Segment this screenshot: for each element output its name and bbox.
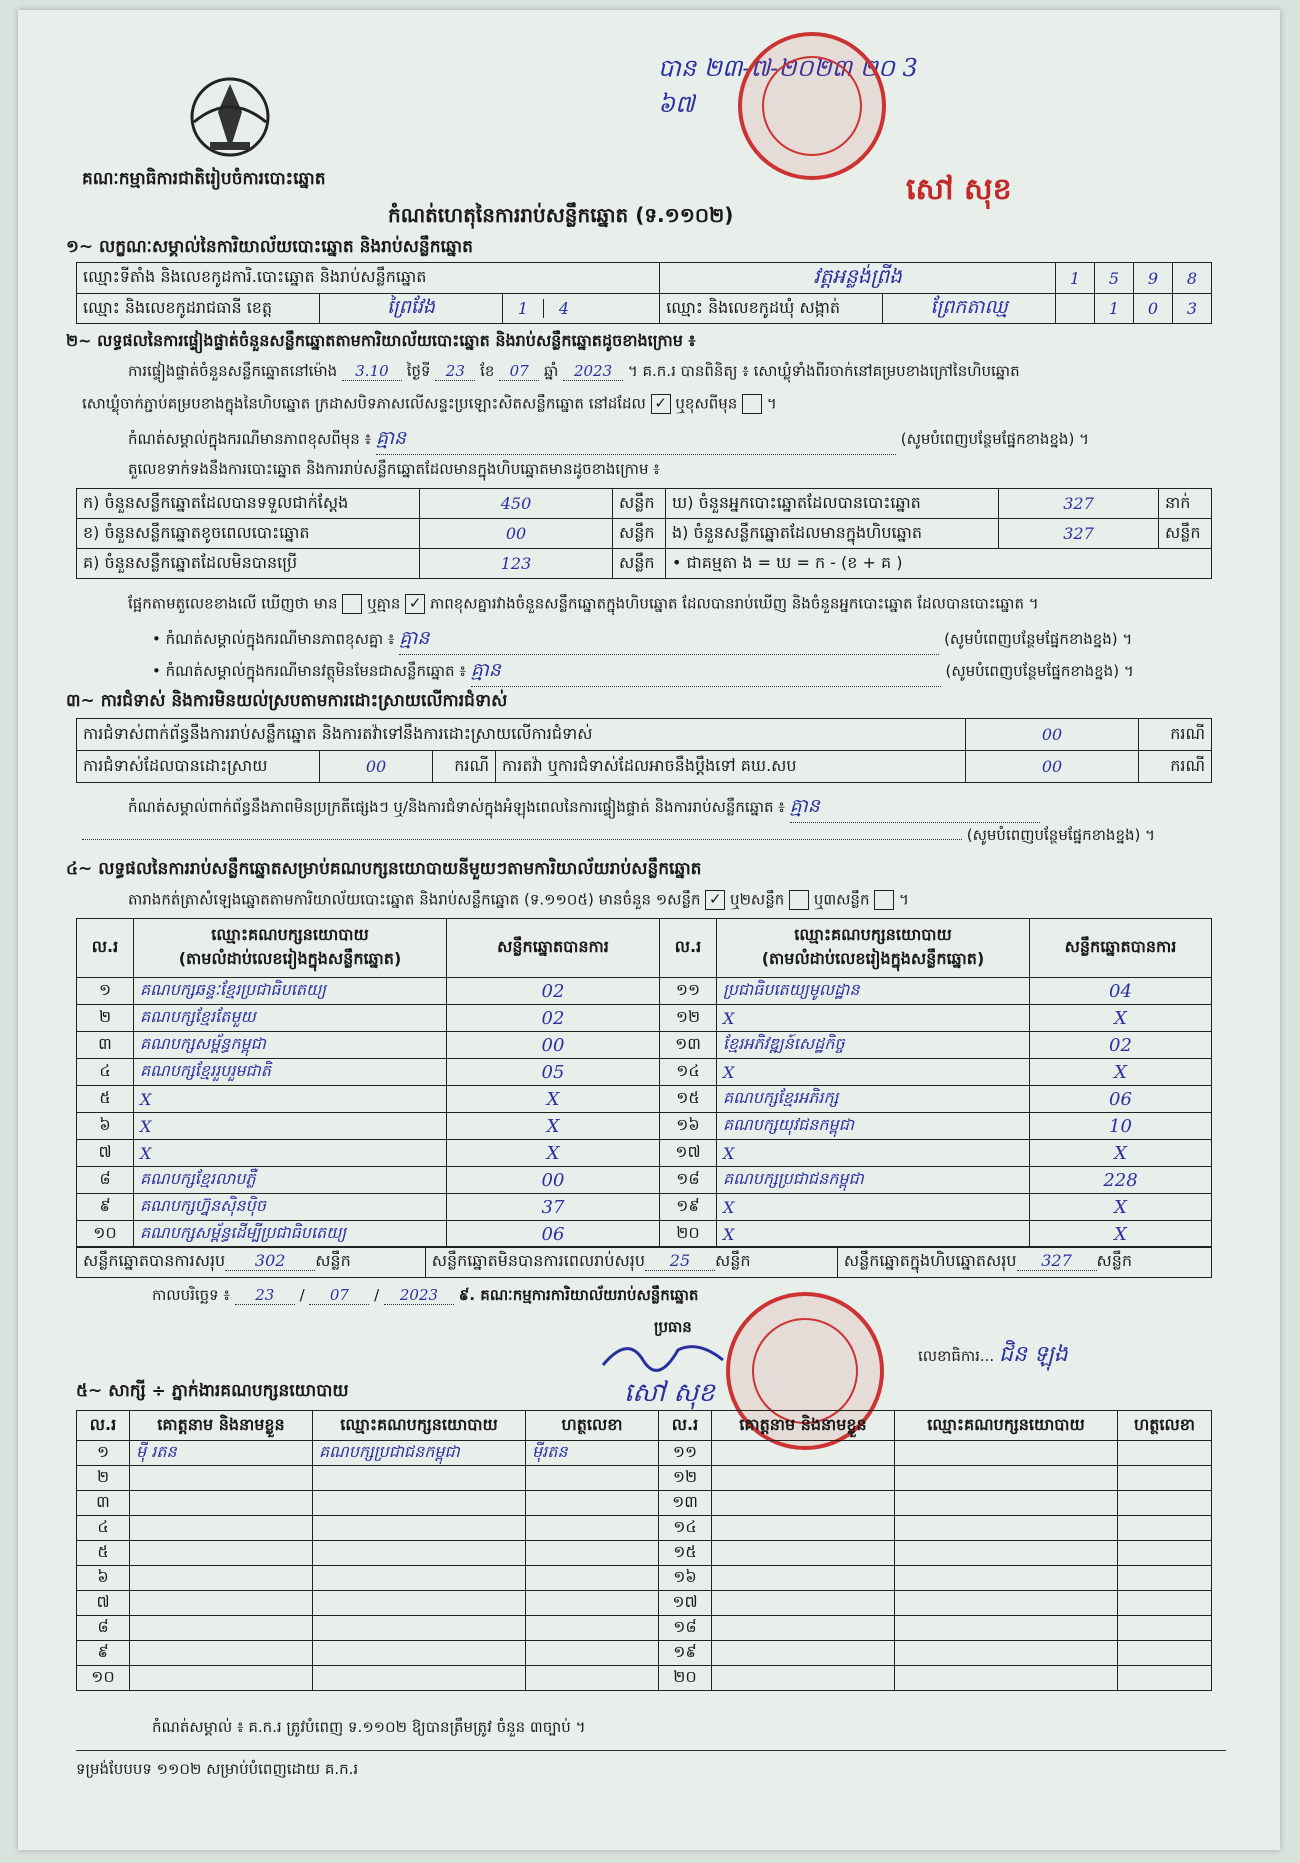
footer-divider xyxy=(76,1750,1226,1751)
section2-heading: ២~ លទ្ធផលនៃការផ្ទៀងផ្ទាត់ចំនួនសន្លឹកឆ្នោតតាមការិយាល័យបោះឆ្នោត និងរាប់សន្លឹកឆ្នោតដូចខាងក្រោម ៖ xyxy=(66,331,696,350)
location-digit-1: 1 xyxy=(1056,263,1095,294)
table-row xyxy=(77,1221,1212,1248)
witness-signature xyxy=(1118,1491,1212,1516)
resolved-value: 00 xyxy=(320,751,433,783)
vote-cell-no2: ១១ xyxy=(660,978,717,1005)
witness-party xyxy=(895,1491,1118,1516)
figure-c-label: គ) ចំនួនសន្លឹកឆ្នោតដែលមិនបានប្រើ xyxy=(77,549,420,579)
province-digits: 1 4 xyxy=(503,294,660,324)
witness-name xyxy=(130,1466,313,1491)
witness-no: ៩ xyxy=(77,1641,130,1666)
section1-table xyxy=(76,262,1212,324)
witness-no: ៧ xyxy=(77,1591,130,1616)
witness-no: ១៥ xyxy=(659,1541,712,1566)
vote-cell-no: ៨ xyxy=(77,1167,134,1194)
vote-cell-no2: ១២ xyxy=(660,1005,717,1032)
objections-table: ការជំទាស់ពាក់ព័ន្ធនឹងការរាប់សន្លឹកឆ្នោត និងការតវ៉ាទៅនឹងការដោះស្រាយលើការជំទាស់ 00 ករណី ការជំទាស់ដែលបានដោះស្រាយ 00 ករណី ការតវ៉ា ឬការជំទាស់ដែលអាចនឹងប្តឹងទៅ គឃ.សប 00 ករណី xyxy=(76,718,1212,783)
vote-cell-votes: 02 xyxy=(447,978,660,1005)
table-row xyxy=(77,1086,1212,1113)
witness-name xyxy=(712,1491,895,1516)
witness-no: ១ xyxy=(77,1441,130,1466)
figure-c-value: 123 xyxy=(420,549,613,579)
witness-name xyxy=(130,1566,313,1591)
witness-name xyxy=(712,1566,895,1591)
col-votes-2: សន្លឹកឆ្នោតបានការ xyxy=(1030,919,1212,978)
witness-name xyxy=(130,1516,313,1541)
witness-party xyxy=(895,1666,1118,1691)
total-invalid: សន្លឹកឆ្នោតមិនបានការពេលរាប់សរុប 25 សន្លឹក xyxy=(425,1247,837,1278)
table-row xyxy=(77,1491,1212,1516)
vote-cell-no2: ១៣ xyxy=(660,1032,717,1059)
witness-table: ល.រ គោត្តនាម និងនាមខ្លួន ឈ្មោះគណបក្សនយោបាយ ហត្ថលេខា ល.រ គោត្តនាម និងនាមខ្លួន ឈ្មោះគណបក្សនយោបាយ ហត្ថលេខា ១ ម៉ី រតន គណបក្សប្រជាជនកម្ពុជា ម៉ីរតន ១១ ២ ១២ ៣ ១៣ ៤ ១៤ ៥ ១៥ ៦ ១៦ ៧ ១៧ ៨ ១៨ ៩ ១៩ ១០ ២០ xyxy=(76,1410,1212,1691)
table-row xyxy=(77,1566,1212,1591)
table-row xyxy=(77,1113,1212,1140)
vote-cell-votes2: X xyxy=(1030,1140,1212,1167)
witness-signature xyxy=(1118,1466,1212,1491)
witness-no: ១៤ xyxy=(659,1516,712,1541)
section5-heading: ៥~ សាក្សី ÷ ភ្នាក់ងារគណបក្សនយោបាយ xyxy=(76,1381,349,1401)
witness-signature xyxy=(526,1666,659,1691)
vote-cell-no2: ១៥ xyxy=(660,1086,717,1113)
table-row xyxy=(77,1167,1212,1194)
vote-cell-votes: X xyxy=(447,1140,660,1167)
two-sheets-checkbox[interactable] xyxy=(789,890,809,910)
vote-cell-party2: X xyxy=(717,1005,1030,1032)
witness-signature xyxy=(1118,1616,1212,1641)
witness-signature xyxy=(526,1466,659,1491)
vote-cell-no2: ១៦ xyxy=(660,1113,717,1140)
verify-line-1: ការផ្ទៀងផ្ទាត់ចំនួនសន្លឹកឆ្នោតនៅម៉ោង 3.10 ថ្ងៃទី 23 ខែ 07 ឆ្នាំ 2023 ។ គ.ក.រ បានពិនិត្យ ៖ សោឃ្លុំទាំងពីរចាក់នៅគម្របខាងក្រៅនៃហិបឆ្នោត xyxy=(128,362,1020,380)
witness-party xyxy=(895,1566,1118,1591)
compare-line: ផ្អែកតាមតួលេខខាងលើ ឃើញថា មាន ឬគ្មាន ✓ ភាពខុសគ្នារវាងចំនួនសន្លឹកឆ្នោតក្នុងហិបឆ្នោត ដែលបានរាប់ឃើញ និងចំនួនអ្នកបោះឆ្នោត ដែលបានបោះឆ្នោត ។ xyxy=(128,594,1039,613)
witness-signature xyxy=(1118,1566,1212,1591)
vote-cell-votes: 37 xyxy=(447,1194,660,1221)
total-valid: សន្លឹកឆ្នោតបានការសរុប 302 សន្លឹក xyxy=(77,1247,426,1278)
vote-cell-party2: គណបក្សយុវជនកម្ពុជា xyxy=(717,1113,1030,1140)
table-row xyxy=(77,1516,1212,1541)
chair-signature-scribble-icon xyxy=(598,1330,728,1385)
witness-party xyxy=(895,1516,1118,1541)
witness-signature: ម៉ីរតន xyxy=(526,1441,659,1466)
vote-cell-no: ១ xyxy=(77,978,134,1005)
vote-cell-party2: X xyxy=(717,1140,1030,1167)
witness-no: ១៩ xyxy=(659,1641,712,1666)
vote-cell-party2: X xyxy=(717,1059,1030,1086)
witness-name xyxy=(130,1616,313,1641)
vote-cell-no2: ១៤ xyxy=(660,1059,717,1086)
table-row xyxy=(77,1441,1212,1466)
figure-e-value: 327 xyxy=(999,519,1159,549)
witness-party: គណបក្សប្រជាជនកម្ពុជា xyxy=(313,1441,526,1466)
vote-cell-party2: គណបក្សប្រជាជនកម្ពុជា xyxy=(717,1167,1030,1194)
location-digit-2: 5 xyxy=(1095,263,1134,294)
no-difference-checkbox[interactable]: ✓ xyxy=(405,594,425,614)
objections-label: ការជំទាស់ពាក់ព័ន្ធនឹងការរាប់សន្លឹកឆ្នោត និងការតវ៉ាទៅនឹងការដោះស្រាយលើការជំទាស់ xyxy=(77,719,966,751)
vote-cell-no: ៧ xyxy=(77,1140,134,1167)
col-votes: សន្លឹកឆ្នោតបានការ xyxy=(447,919,660,978)
resolved-label: ការជំទាស់ដែលបានដោះស្រាយ xyxy=(77,751,320,783)
witness-no: ២ xyxy=(77,1466,130,1491)
witness-party xyxy=(313,1666,526,1691)
witness-name xyxy=(712,1641,895,1666)
vote-cell-no: ១០ xyxy=(77,1221,134,1248)
witness-no: ៦ xyxy=(77,1566,130,1591)
secretary-line: លេខាធិការ... ជិន ឡុង xyxy=(918,1342,1068,1367)
vote-cell-party: X xyxy=(134,1086,447,1113)
chair-label: ប្រធាន xyxy=(654,1318,692,1336)
witness-name xyxy=(712,1666,895,1691)
date-line: កាលបរិច្ឆេទ ៖ 23 / 07 / 2023 ៩. គណៈកម្មការការិយាល័យរាប់សន្លឹកឆ្នោត xyxy=(152,1286,699,1304)
vote-cell-no: ៩ xyxy=(77,1194,134,1221)
table-row xyxy=(77,1666,1212,1691)
section4-heading: ៤~ លទ្ធផលនៃការរាប់សន្លឹកឆ្នោតសម្រាប់គណបក្សនយោបាយនីមួយៗតាមការិយាល័យរាប់សន្លឹកឆ្នោត xyxy=(66,859,702,879)
figures-intro: តួលេខទាក់ទងនឹងការបោះឆ្នោត និងការរាប់សន្លឹកឆ្នោតដែលមានក្នុងហិបឆ្នោតមានដូចខាងក្រោម ៖ xyxy=(128,460,660,478)
location-digit-3: 9 xyxy=(1134,263,1173,294)
objections-value: 00 xyxy=(966,719,1139,751)
table-row xyxy=(77,1059,1212,1086)
commune-label: ឈ្មោះ និងលេខកូដឃុំ សង្កាត់ xyxy=(660,294,883,324)
witness-party xyxy=(895,1616,1118,1641)
vote-cell-no2: ១៧ xyxy=(660,1140,717,1167)
figure-b-value: 00 xyxy=(420,519,613,549)
has-difference-checkbox[interactable] xyxy=(342,594,362,614)
commune-digit-3: 3 xyxy=(1173,294,1212,324)
vote-cell-votes2: 02 xyxy=(1030,1032,1212,1059)
official-stamp-top xyxy=(738,32,886,180)
witness-party xyxy=(313,1616,526,1641)
location-label: ឈ្មោះទីតាំង និងលេខកូដការិ.បោះឆ្នោត និងរាប់សន្លឹកឆ្នោត xyxy=(77,263,660,294)
witness-signature xyxy=(526,1616,659,1641)
witness-party xyxy=(313,1516,526,1541)
witness-party xyxy=(313,1591,526,1616)
table-row xyxy=(77,1194,1212,1221)
formula: • ជាគម្មតា ង = ឃ = ក - (ខ + គ ) xyxy=(666,549,1212,579)
witness-party xyxy=(895,1466,1118,1491)
witness-party xyxy=(895,1541,1118,1566)
figure-a-label: ក) ចំនួនសន្លឹកឆ្នោតដែលបានទទួលជាក់ស្តែង xyxy=(77,489,420,519)
note3-line: • កំណត់សម្គាល់ក្នុងករណីមានវត្ថុមិនមែនជាសន្លឹកឆ្នោត ៖ គ្មាន (សូមបំពេញបន្ថែមផ្នែកខាងខ្នង) ។ xyxy=(152,658,1134,687)
document-page xyxy=(18,10,1280,1850)
vote-cell-no2: ២០ xyxy=(660,1221,717,1248)
vote-cell-votes2: X xyxy=(1030,1005,1212,1032)
table-row xyxy=(77,1032,1212,1059)
witness-party xyxy=(313,1541,526,1566)
vote-cell-party: គណបក្សខ្មែរតែមួយ xyxy=(134,1005,447,1032)
witness-name xyxy=(130,1491,313,1516)
vote-cell-votes: X xyxy=(447,1113,660,1140)
table-row xyxy=(77,1541,1212,1566)
section4-intro: តារាងកត់ត្រាសំឡេងឆ្នោតតាមការិយាល័យបោះឆ្នោត និងរាប់សន្លឹកឆ្នោត (ទ.១១០៥) មានចំនួន ១សន្លឹក ✓ ឬ២សន្លឹក ឬ៣សន្លឹក ។ xyxy=(128,890,909,909)
witness-no: ១០ xyxy=(77,1666,130,1691)
vote-cell-party: គណបក្សខ្មែរលាបភ្លឺ xyxy=(134,1167,447,1194)
witness-name xyxy=(712,1441,895,1466)
witness-signature xyxy=(526,1491,659,1516)
witness-name xyxy=(130,1666,313,1691)
witness-name xyxy=(712,1591,895,1616)
witness-no: ៨ xyxy=(77,1616,130,1641)
witness-name xyxy=(130,1641,313,1666)
vote-cell-party2: X xyxy=(717,1221,1030,1248)
location-digit-4: 8 xyxy=(1173,263,1212,294)
witness-signature xyxy=(1118,1591,1212,1616)
witness-name xyxy=(130,1591,313,1616)
handwritten-top-note: បាន ២៣-៧-២០២៣ ២០ 3 ៦៧ xyxy=(658,54,918,118)
verify-line-2: សោឃ្លុំចាក់ភ្ជាប់គម្របខាងក្នុងនៃហិបឆ្នោត ក្រដាសបិទភាសលើសន្ទះប្រឡោះសិតសន្លឹកឆ្នោត នៅដដែល ✓ ឬខុសពីមុន ។ xyxy=(82,394,777,413)
commune-digit-2: 0 xyxy=(1134,294,1173,324)
col-no: ល.រ xyxy=(77,919,134,978)
vote-cell-no2: ១៨ xyxy=(660,1167,717,1194)
vote-cell-no: ៤ xyxy=(77,1059,134,1086)
witness-party xyxy=(313,1466,526,1491)
table-row xyxy=(77,1466,1212,1491)
witness-signature xyxy=(1118,1541,1212,1566)
vote-cell-votes2: 04 xyxy=(1030,978,1212,1005)
vote-cell-votes: 02 xyxy=(447,1005,660,1032)
section3-note-continued: (សូមបំពេញបន្ថែមផ្នែកខាងខ្នង) ។ xyxy=(82,826,1155,848)
form-id: ទម្រង់បែបបទ ១១០២ សម្រាប់បំពេញដោយ គ.ក.រ xyxy=(76,1760,359,1778)
table-row xyxy=(77,1616,1212,1641)
vote-cell-no: ២ xyxy=(77,1005,134,1032)
witness-no: ៥ xyxy=(77,1541,130,1566)
vote-cell-party2: គណបក្សខ្មែរអភិរក្ស xyxy=(717,1086,1030,1113)
witness-party xyxy=(313,1566,526,1591)
vote-cell-votes: 05 xyxy=(447,1059,660,1086)
witness-name xyxy=(712,1616,895,1641)
witness-no: ១១ xyxy=(659,1441,712,1466)
witness-name xyxy=(712,1541,895,1566)
witness-name xyxy=(130,1541,313,1566)
note2-line: • កំណត់សម្គាល់ក្នុងករណីមានភាពខុសគ្នា ៖ គ្មាន (សូមបំពេញបន្ថែមផ្នែកខាងខ្នង) ។ xyxy=(152,626,1132,655)
total-in-box: សន្លឹកឆ្នោតក្នុងហិបឆ្នោតសរុប 327 សន្លឹក xyxy=(837,1247,1211,1278)
vote-cell-votes: 00 xyxy=(447,1167,660,1194)
witness-no: ១៧ xyxy=(659,1591,712,1616)
vote-cell-votes: 00 xyxy=(447,1032,660,1059)
commune-digit-1: 1 xyxy=(1095,294,1134,324)
footer-note: កំណត់សម្គាល់ ៖ គ.ក.រ ត្រូវបំពេញ ទ.១១០២ ឱ្យបានត្រឹមត្រូវ ចំនួន ៣ច្បាប់ ។ xyxy=(152,1718,586,1736)
vote-cell-party: គណបក្សសម្ព័ន្ធដើម្បីប្រជាធិបតេយ្យ xyxy=(134,1221,447,1248)
witness-signature xyxy=(526,1541,659,1566)
one-sheet-checkbox[interactable]: ✓ xyxy=(705,890,725,910)
section3-heading: ៣~ ការជំទាស់ និងការមិនយល់ស្របតាមការដោះស្រាយលើការជំទាស់ xyxy=(66,691,508,711)
figure-d-label: ឃ) ចំនួនអ្នកបោះឆ្នោតដែលបានបោះឆ្នោត xyxy=(666,489,999,519)
changed-checkbox[interactable] xyxy=(742,394,762,414)
vote-cell-no: ៥ xyxy=(77,1086,134,1113)
vote-cell-votes2: 10 xyxy=(1030,1113,1212,1140)
witness-signature xyxy=(1118,1666,1212,1691)
vote-cell-no2: ១៩ xyxy=(660,1194,717,1221)
table-row xyxy=(77,978,1212,1005)
vote-cell-party: គណបក្សសម្ព័ន្ធកម្ពុជា xyxy=(134,1032,447,1059)
vote-cell-votes2: 06 xyxy=(1030,1086,1212,1113)
appeal-value: 00 xyxy=(966,751,1139,783)
votes-table xyxy=(76,918,1212,1248)
vote-cell-votes2: X xyxy=(1030,1221,1212,1248)
location-value: វត្តអន្លង់ព្រីង xyxy=(660,263,1056,294)
figure-e-label: ង) ចំនួនសន្លឹកឆ្នោតដែលមានក្នុងហិបឆ្នោត xyxy=(666,519,999,549)
vote-cell-party: គណបក្សហ្វ៊ុនស៊ិនប៉ិច xyxy=(134,1194,447,1221)
vote-cell-no: ៦ xyxy=(77,1113,134,1140)
witness-party xyxy=(895,1591,1118,1616)
vote-cell-party2: ខ្មែរអភិវឌ្ឍន៍សេដ្ឋកិច្ច xyxy=(717,1032,1030,1059)
section3-note: កំណត់សម្គាល់ពាក់ព័ន្ធនឹងភាពមិនប្រក្រតីផ្សេងៗ ឬ/និងការជំទាស់ក្នុងអំឡុងពេលនៃការផ្ទៀងផ្ទាត់ និងការរាប់សន្លឹកឆ្នោត ៖ គ្មាន xyxy=(128,794,1040,823)
note1-line: កំណត់សម្គាល់ក្នុងករណីមានភាពខុសពីមុន ៖ គ្មាន (សូមបំពេញបន្ថែមផ្នែកខាងខ្នង) ។ xyxy=(128,426,1089,455)
witness-party xyxy=(895,1441,1118,1466)
witness-signature xyxy=(526,1591,659,1616)
witness-party xyxy=(313,1641,526,1666)
witness-party xyxy=(313,1491,526,1516)
commune-value: ព្រែកតាឈ្ម xyxy=(883,294,1056,324)
witness-no: ១៦ xyxy=(659,1566,712,1591)
province-value: ព្រៃវែង xyxy=(320,294,503,324)
witness-signature xyxy=(1118,1641,1212,1666)
col-party-2: ឈ្មោះគណបក្សនយោបាយ (តាមលំដាប់លេខរៀងក្នុងសន្លឹកឆ្នោត) xyxy=(717,919,1030,978)
witness-signature xyxy=(526,1641,659,1666)
three-sheets-checkbox[interactable] xyxy=(874,890,894,910)
vote-cell-votes2: X xyxy=(1030,1059,1212,1086)
totals-table xyxy=(76,1246,1212,1278)
table-row xyxy=(77,1140,1212,1167)
province-label: ឈ្មោះ និងលេខកូដរាជធានី ខេត្ត xyxy=(77,294,320,324)
unchanged-checkbox[interactable]: ✓ xyxy=(651,394,671,414)
witness-party xyxy=(895,1641,1118,1666)
witness-signature xyxy=(1118,1516,1212,1541)
witness-signature xyxy=(526,1516,659,1541)
appeal-label: ការតវ៉ា ឬការជំទាស់ដែលអាចនឹងប្តឹងទៅ គឃ.សប xyxy=(496,751,966,783)
vote-cell-no: ៣ xyxy=(77,1032,134,1059)
figures-table: ក) ចំនួនសន្លឹកឆ្នោតដែលបានទទួលជាក់ស្តែង 450 សន្លឹក ឃ) ចំនួនអ្នកបោះឆ្នោតដែលបានបោះឆ្នោត 327 នាក់ ខ) ចំនួនសន្លឹកឆ្នោតខូចពេលបោះឆ្នោត 00 សន្លឹក ង) ចំនួនសន្លឹកឆ្នោតដែលមានក្នុងហិបឆ្នោត 327 សន្លឹក គ) ចំនួនសន្លឹកឆ្នោតដែលមិនបានប្រើ 123 សន្លឹក • ជាគម្មតា ង = ឃ = ក - (ខ + គ ) xyxy=(76,488,1212,579)
table-row xyxy=(77,1641,1212,1666)
vote-cell-votes: 06 xyxy=(447,1221,660,1248)
witness-no: ១៣ xyxy=(659,1491,712,1516)
table-row xyxy=(77,1591,1212,1616)
witness-no: ១២ xyxy=(659,1466,712,1491)
vote-cell-votes2: 228 xyxy=(1030,1167,1212,1194)
vote-cell-votes: X xyxy=(447,1086,660,1113)
witness-signature xyxy=(526,1566,659,1591)
figure-a-value: 450 xyxy=(420,489,613,519)
witness-name: ម៉ី រតន xyxy=(130,1441,313,1466)
org-name: គណៈកម្មាធិការជាតិរៀបចំការបោះឆ្នោត xyxy=(82,169,326,189)
witness-no: ៣ xyxy=(77,1491,130,1516)
figure-b-label: ខ) ចំនួនសន្លឹកឆ្នោតខូចពេលបោះឆ្នោត xyxy=(77,519,420,549)
vote-cell-party: X xyxy=(134,1113,447,1140)
witness-no: ៤ xyxy=(77,1516,130,1541)
vote-cell-party2: X xyxy=(717,1194,1030,1221)
vote-cell-party2: ប្រជាធិបតេយ្យមូលដ្ឋាន xyxy=(717,978,1030,1005)
section1-heading: ១~ លក្ខណៈសម្គាល់នៃការិយាល័យបោះឆ្នោត និងរាប់សន្លឹកឆ្នោត xyxy=(66,237,473,257)
vote-cell-party: គណបក្សខ្មែររួបរួមជាតិ xyxy=(134,1059,447,1086)
nec-emblem-icon xyxy=(180,72,280,162)
witness-signature xyxy=(1118,1441,1212,1466)
document-title: កំណត់ហេតុនៃការរាប់សន្លឹកឆ្នោត (ទ.១១០២) xyxy=(388,203,734,227)
chair-signature: សៅ សុខ xyxy=(624,1378,715,1408)
witness-name xyxy=(712,1516,895,1541)
witness-no: ១៨ xyxy=(659,1616,712,1641)
vote-cell-party: គណបក្សឆន្ទៈខ្មែរប្រជាធិបតេយ្យ xyxy=(134,978,447,1005)
handwritten-red-name: សៅ សុខ xyxy=(906,172,1012,207)
col-party: ឈ្មោះគណបក្សនយោបាយ (តាមលំដាប់លេខរៀងក្នុងសន្លឹកឆ្នោត) xyxy=(134,919,447,978)
witness-no: ២០ xyxy=(659,1666,712,1691)
witness-name xyxy=(712,1466,895,1491)
vote-cell-votes2: X xyxy=(1030,1194,1212,1221)
vote-cell-party: X xyxy=(134,1140,447,1167)
figure-d-value: 327 xyxy=(999,489,1159,519)
table-row xyxy=(77,1005,1212,1032)
col-no-2: ល.រ xyxy=(660,919,717,978)
